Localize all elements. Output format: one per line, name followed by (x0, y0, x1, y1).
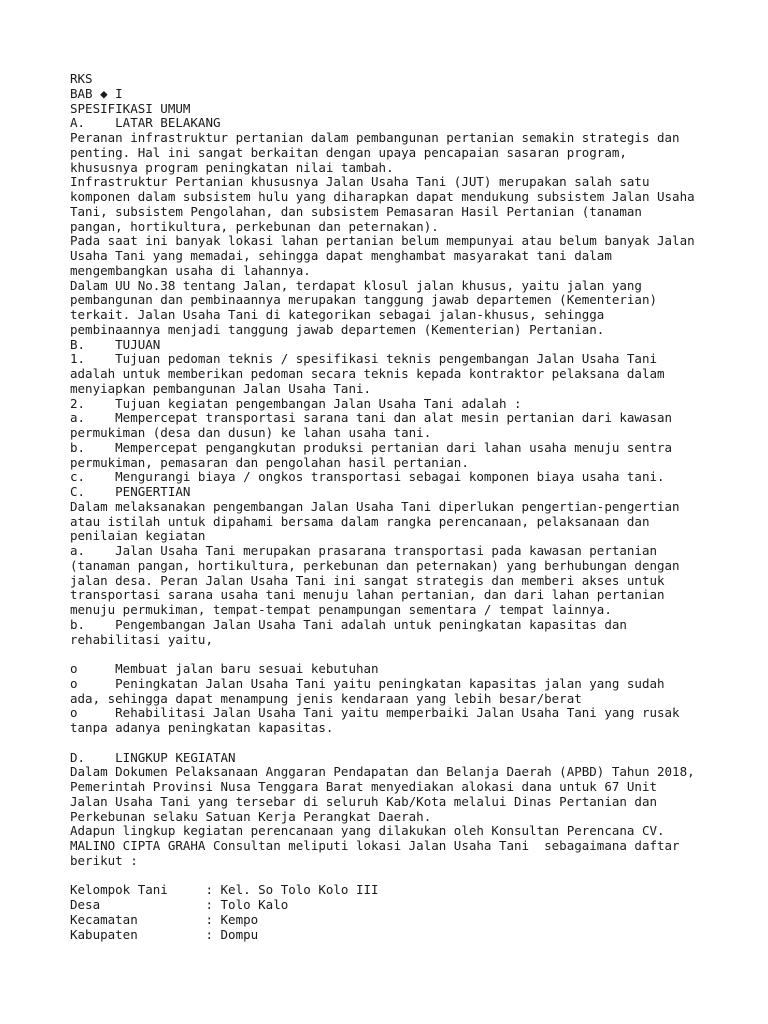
text-line: transportasi sarana usaha tani menuju lahan pertanian, dan dari lahan pertanian (70, 587, 665, 603)
text-line: MALINO CIPTA GRAHA Consultan meliputi lokasi Jalan Usaha Tani sebagaimana daftar (70, 838, 680, 853)
text-line: permukiman, pemasaran dan pengolahan hasil pertanian. (70, 454, 469, 470)
text-line: Pemerintah Provinsi Nusa Tenggara Barat menyediakan alokasi dana untuk 67 Unit (70, 779, 657, 794)
text-line: pembinaannya menjadi tanggung jawab departemen (Kementerian) Pertanian. (70, 321, 605, 337)
text-line: khususnya program peningkatan nilai tambah. (70, 159, 394, 175)
text-line: ada, sehingga dapat menampung jenis kendaraan yang lebih besar/berat (70, 690, 582, 706)
text-line: Dalam Dokumen Pelaksanaan Anggaran Pendapatan dan Belanja Daerah (APBD) Tahun 2018, (70, 764, 695, 780)
text-line: (tanaman pangan, hortikultura, perkebunan dan peternakan) yang berhubungan dengan (70, 557, 680, 573)
text-line: b. Mempercepat pengangkutan produksi pertanian dari lahan usaha menuju sentra (70, 439, 673, 455)
text-line: penting. Hal ini sangat berkaitan dengan upaya pencapaian sasaran program, (70, 144, 627, 160)
text-line: B. TUJUAN (70, 336, 161, 352)
text-line: Infrastruktur Pertanian khususnya Jalan Usaha Tani (JUT) merupakan salah satu (70, 174, 650, 190)
text-line: A. LATAR BELAKANG (70, 115, 221, 131)
text-line: Peranan infrastruktur pertanian dalam pembangunan pertanian semakin strategis dan (70, 130, 680, 145)
text-line: rehabilitasi yaitu, (70, 631, 213, 647)
text-line: atau istilah untuk dipahami bersama dalam rangka perencanaan, pelaksanaan dan (70, 513, 650, 529)
text-line: Kabupaten : Dompu (70, 926, 259, 942)
text-line: Kecamatan : Kempo (70, 911, 259, 927)
text-line: permukiman (desa dan dusun) ke lahan usaha tani. (70, 425, 432, 440)
blank-line (70, 647, 760, 662)
text-line: Usaha Tani yang memadai, sehingga dapat menghambat masyarakat tani dalam (70, 248, 612, 263)
text-line: Dalam melaksanakan pengembangan Jalan Usaha Tani diperlukan pengertian-pengertian (70, 498, 680, 514)
text-line: o Peningkatan Jalan Usaha Tani yaitu peningkatan kapasitas jalan yang sudah (70, 675, 665, 691)
text-line: D. LINGKUP KEGIATAN (70, 749, 236, 765)
text-line: Kelompok Tani : Kel. So Tolo Kolo III (70, 882, 379, 898)
text-line: pembangunan dan pembinaannya merupakan tanggung jawab departemen (Kementerian) (70, 292, 657, 308)
text-line: c. Mengurangi biaya / ongkos transportasi sebagai komponen biaya usaha tani. (70, 469, 665, 485)
text-line: Adapun lingkup kegiatan perencanaan yang dilakukan oleh Konsultan Perencana CV. (70, 823, 665, 839)
text-line: terkait. Jalan Usaha Tani di kategorikan sebagai jalan-khusus, sehingga (70, 307, 605, 322)
text-line: b. Pengembangan Jalan Usaha Tani adalah untuk peningkatan kapasitas dan (70, 616, 627, 632)
text-line: penilaian kegiatan (70, 528, 206, 544)
text-line: komponen dalam subsistem hulu yang diharapkan dapat mendukung subsistem Jalan Usaha (70, 189, 695, 204)
blank-line (70, 869, 760, 884)
text-line: mengembangkan usaha di lahannya. (70, 262, 311, 278)
text-line: a. Jalan Usaha Tani merupakan prasarana transportasi pada kawasan pertanian (70, 543, 657, 558)
text-line: Dalam UU No.38 tentang Jalan, terdapat klosul jalan khusus, yaitu jalan yang (70, 277, 642, 293)
text-line: menyiapkan pembangunan Jalan Usaha Tani. (70, 380, 372, 396)
text-line: C. PENGERTIAN (70, 484, 191, 499)
text-line: a. Mempercepat transportasi sarana tani dan alat mesin pertanian dari kawasan (70, 410, 673, 426)
text-line: Tani, subsistem Pengolahan, dan subsistem Pemasaran Hasil Pertanian (tanaman (70, 203, 642, 219)
text-line: tanpa adanya peningkatan kapasitas. (70, 720, 334, 735)
text-line: BAB ◆ I (70, 85, 123, 101)
text-line: o Membuat jalan baru sesuai kebutuhan (70, 661, 379, 676)
blank-line (70, 736, 760, 751)
text-line: o Rehabilitasi Jalan Usaha Tani yaitu memperbaiki Jalan Usaha Tani yang rusak (70, 705, 680, 721)
text-line: Desa : Tolo Kalo (70, 897, 289, 912)
text-line: 1. Tujuan pedoman teknis / spesifikasi teknis pengembangan Jalan Usaha Tani (70, 351, 657, 367)
text-line: adalah untuk memberikan pedoman secara teknis kepada kontraktor pelaksana dalam (70, 366, 665, 381)
text-line: jalan desa. Peran Jalan Usaha Tani ini sangat strategis dan memberi akses untuk (70, 572, 665, 588)
text-line: Perkebunan selaku Satuan Kerja Perangkat Daerah. (70, 808, 432, 824)
text-line: Jalan Usaha Tani yang tersebar di seluruh Kab/Kota melalui Dinas Pertanian dan (70, 793, 657, 809)
text-line: RKS (70, 71, 93, 86)
document-body (70, 72, 760, 942)
text-line: berikut : (70, 852, 138, 868)
text-line: Pada saat ini banyak lokasi lahan pertanian belum mempunyai atau belum banyak Jalan (70, 233, 695, 249)
text-line: menuju permukiman, tempat-tempat penampungan sementara / tempat lainnya. (70, 602, 612, 617)
text-line: 2. Tujuan kegiatan pengembangan Jalan Usaha Tani adalah : (70, 395, 522, 411)
text-line: SPESIFIKASI UMUM (70, 100, 191, 116)
text-line: pangan, hortikultura, perkebunan dan peternakan). (70, 218, 439, 234)
